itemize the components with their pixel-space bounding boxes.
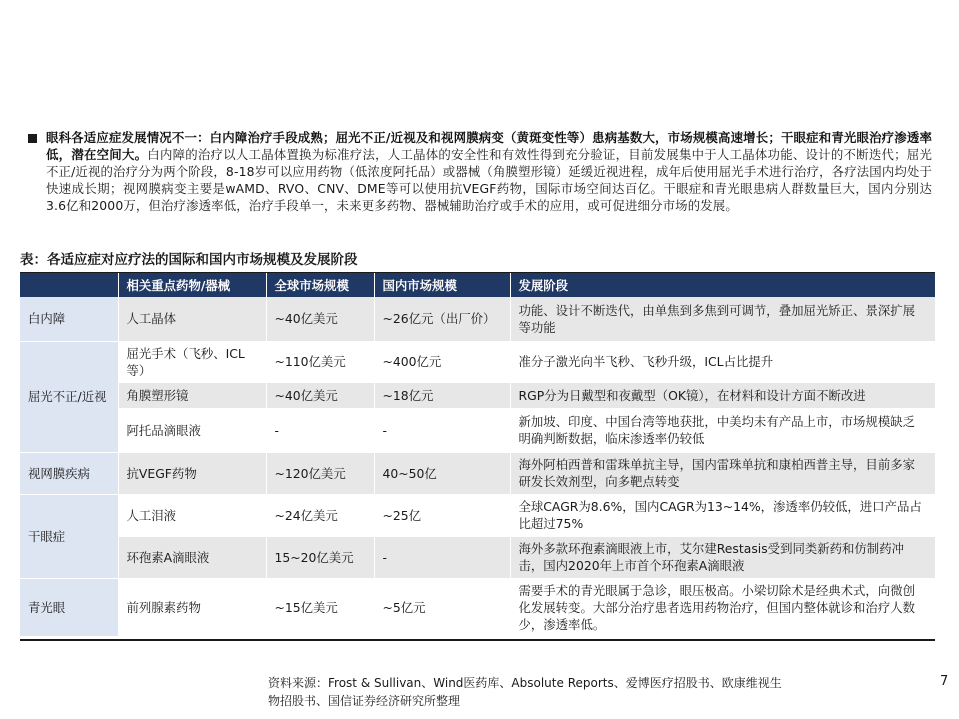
global-cell: - bbox=[266, 408, 374, 452]
domestic-cell: ~25亿 bbox=[374, 494, 510, 536]
summary-body: 白内障的治疗以人工晶体置换为标准疗法，人工晶体的安全性和有效性得到充分验证，目前发展集中于人工晶体功能、设计的不断迭代；屈光不正/近视的治疗分为两个阶段，8-18岁可以应用药物（低浓度阿托品）或器械（角膜塑形镜）延缓近视进程，成年后使用屈光手术进行治疗，各疗法国内均处于快速成长期；视网膜病变主要是wAMD、RVO、CNV、DME等可以使用抗VEGF药物，国际市场空间达百亿。干眼症和青光眼患病人群数量巨大，国内分别达3.6亿和2000万，但治疗渗透率低，治疗手段单一，未来更多药物、器械辅助治疗或手术的应用，或可促进细分市场的发展。 bbox=[46, 147, 932, 213]
global-cell: ~40亿美元 bbox=[266, 297, 374, 341]
product-cell: 屈光手术（飞秒、ICL等） bbox=[118, 341, 266, 382]
domestic-cell: ~5亿元 bbox=[374, 578, 510, 636]
domestic-cell: - bbox=[374, 408, 510, 452]
summary-bold-lead: 眼科各适应症发展情况不一：白内障治疗手段成熟；屈光不正/近视及和视网膜病变（黄斑变性等）患病基数大，市场规模高速增长；干眼症和青光眼治疗渗透率低，潜在空间大。 bbox=[46, 130, 932, 162]
page-number: 7 bbox=[940, 674, 949, 689]
global-cell: ~24亿美元 bbox=[266, 494, 374, 536]
header-stage: 发展阶段 bbox=[510, 273, 935, 297]
stage-cell: 海外阿柏西普和雷珠单抗主导，国内雷珠单抗和康柏西普主导，目前多家研发长效剂型，向多靶点转变 bbox=[510, 452, 935, 494]
product-cell: 人工晶体 bbox=[118, 297, 266, 341]
table-row bbox=[20, 408, 935, 452]
stage-cell: 全球CAGR为8.6%，国内CAGR为13~14%，渗透率仍较低，进口产品占比超过75% bbox=[510, 494, 935, 536]
table-row bbox=[20, 452, 935, 494]
header-global: 全球市场规模 bbox=[266, 273, 374, 297]
product-cell: 阿托品滴眼液 bbox=[118, 408, 266, 452]
stage-cell: 需要手术的青光眼属于急诊，眼压极高。小梁切除术是经典术式，向微创化发展转变。大部分治疗患者选用药物治疗，但国内整体就诊和治疗人数少，渗透率低。 bbox=[510, 578, 935, 636]
global-cell: ~40亿美元 bbox=[266, 382, 374, 408]
disease-cell: 干眼症 bbox=[20, 494, 118, 578]
stage-cell: 功能、设计不断迭代，由单焦到多焦到可调节，叠加屈光矫正、景深扩展等功能 bbox=[510, 297, 935, 341]
stage-cell: 准分子激光向半飞秒、飞秒升级，ICL占比提升 bbox=[510, 341, 935, 382]
disease-cell: 屈光不正/近视 bbox=[20, 341, 118, 452]
table-title: 表：各适应症对应疗法的国际和国内市场规模及发展阶段 bbox=[20, 248, 935, 274]
domestic-cell: ~26亿元（出厂价） bbox=[374, 297, 510, 341]
global-cell: ~120亿美元 bbox=[266, 452, 374, 494]
product-cell: 环孢素A滴眼液 bbox=[118, 536, 266, 578]
stage-cell: 海外多款环孢素滴眼液上市，艾尔建Restasis受到同类新药和仿制药冲击，国内2020年上市首个环孢素A滴眼液 bbox=[510, 536, 935, 578]
header-domestic: 国内市场规模 bbox=[374, 273, 510, 297]
table-row bbox=[20, 341, 935, 382]
table-row bbox=[20, 536, 935, 578]
product-cell: 前列腺素药物 bbox=[118, 578, 266, 636]
global-cell: 15~20亿美元 bbox=[266, 536, 374, 578]
stage-cell: RGP分为日戴型和夜戴型（OK镜），在材料和设计方面不断改进 bbox=[510, 382, 935, 408]
domestic-cell: 40~50亿 bbox=[374, 452, 510, 494]
table-bottom-rule bbox=[20, 639, 935, 641]
product-cell: 角膜塑形镜 bbox=[118, 382, 266, 408]
market-table bbox=[20, 273, 935, 637]
bullet-square-icon bbox=[28, 134, 37, 143]
disease-cell: 青光眼 bbox=[20, 578, 118, 636]
table-row bbox=[20, 297, 935, 341]
domestic-cell: ~400亿元 bbox=[374, 341, 510, 382]
table-row bbox=[20, 578, 935, 636]
domestic-cell: - bbox=[374, 536, 510, 578]
table-row bbox=[20, 382, 935, 408]
domestic-cell: ~18亿元 bbox=[374, 382, 510, 408]
source-note: 资料来源：Frost & Sullivan、Wind医药库、Absolute Reports、爱博医疗招股书、欧康维视生物招股书、国信证券经济研究所整理 bbox=[268, 676, 782, 708]
summary-paragraph bbox=[46, 129, 932, 214]
product-cell: 抗VEGF药物 bbox=[118, 452, 266, 494]
global-cell: ~15亿美元 bbox=[266, 578, 374, 636]
summary-bullet bbox=[28, 129, 932, 214]
product-cell: 人工泪液 bbox=[118, 494, 266, 536]
header-product: 相关重点药物/器械 bbox=[118, 273, 266, 297]
table-row bbox=[20, 494, 935, 536]
header-disease bbox=[20, 273, 118, 297]
disease-cell: 视网膜疾病 bbox=[20, 452, 118, 494]
stage-cell: 新加坡、印度、中国台湾等地获批，中美均未有产品上市，市场规模缺乏明确判断数据，临床渗透率仍较低 bbox=[510, 408, 935, 452]
table-header-row bbox=[20, 273, 935, 297]
global-cell: ~110亿美元 bbox=[266, 341, 374, 382]
disease-cell: 白内障 bbox=[20, 297, 118, 341]
